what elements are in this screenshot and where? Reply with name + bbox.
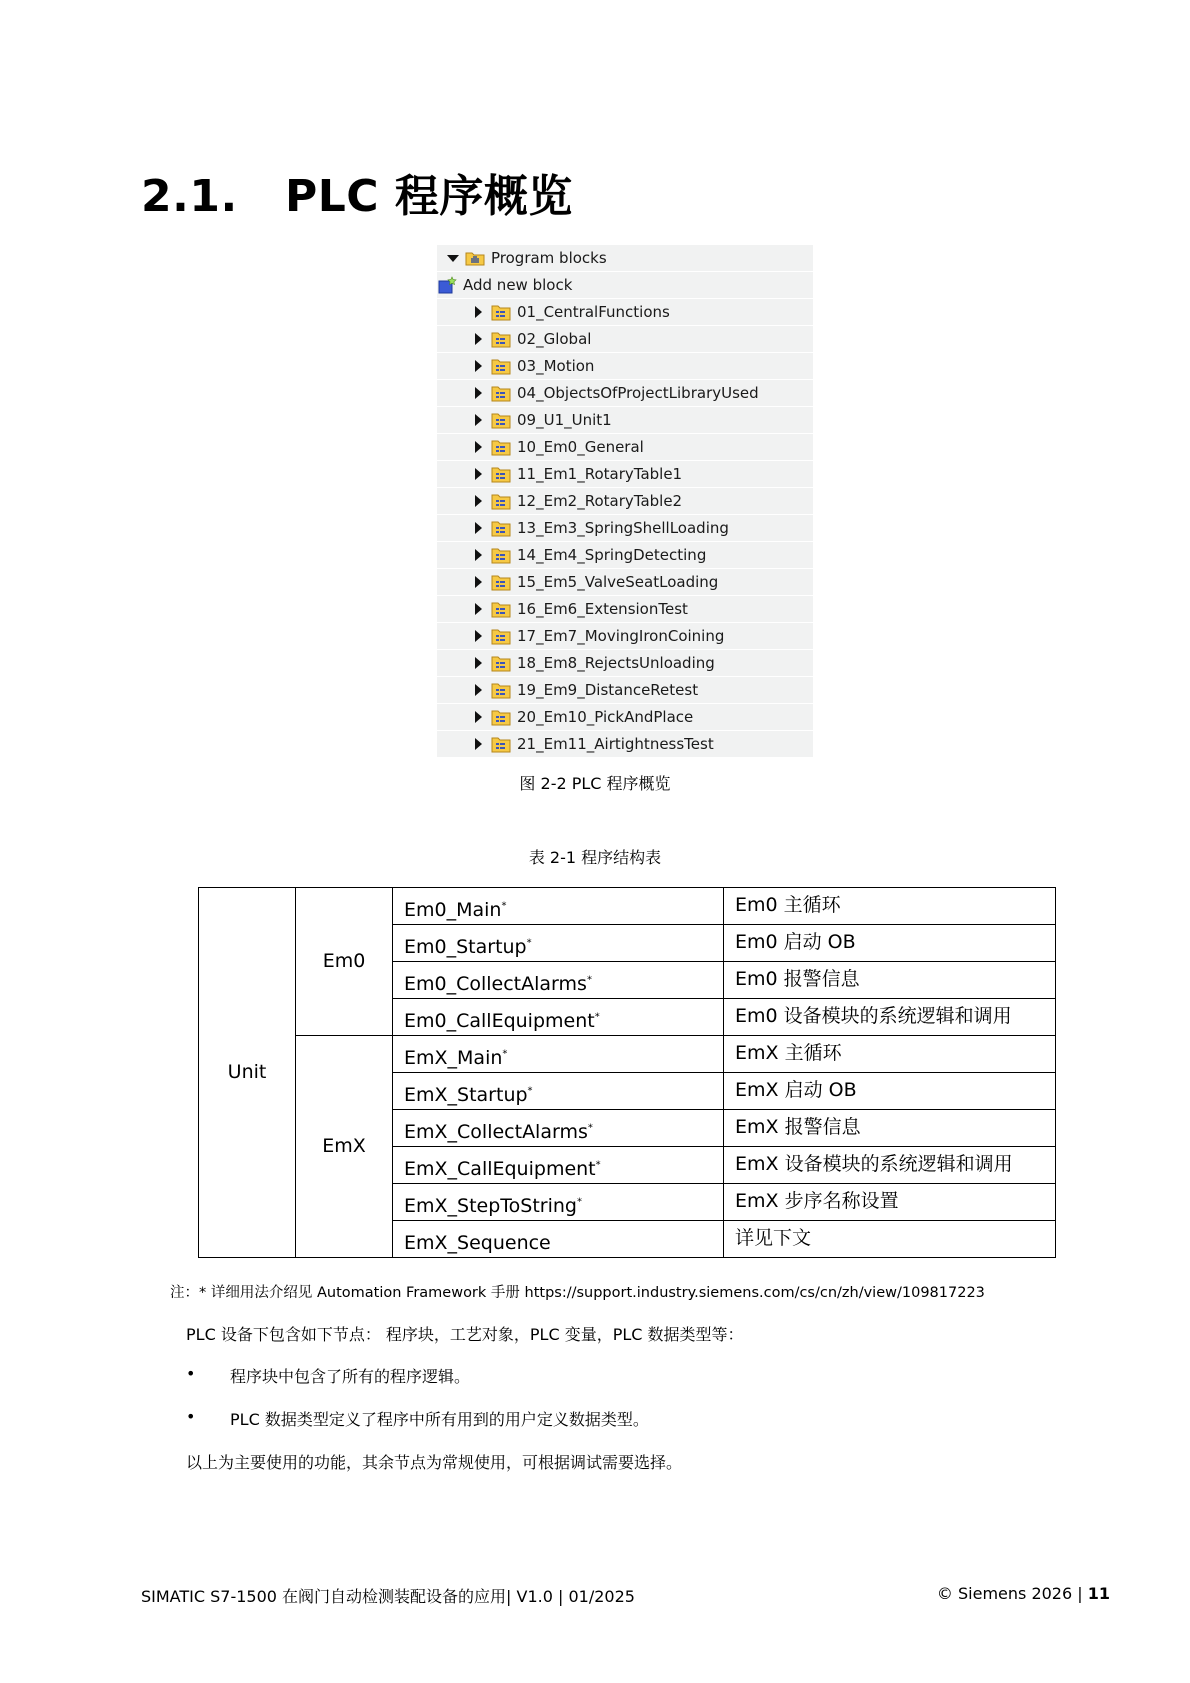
block-name-cell: [393, 888, 724, 925]
tree-item-add-new-block[interactable]: [437, 272, 813, 299]
tree-item-label: 01_CentralFunctions: [517, 303, 670, 321]
block-name: EmX_Startup: [404, 1084, 528, 1107]
tree-item-block-group[interactable]: [437, 515, 813, 542]
block-group-folder-icon: [491, 546, 511, 564]
add-new-block-icon: [437, 276, 457, 294]
unit-cell: Unit: [199, 888, 296, 1258]
tree-item-block-group[interactable]: [437, 542, 813, 569]
collapse-arrow-icon[interactable]: [447, 255, 459, 262]
intro-paragraph: PLC 设备下包含如下节点： 程序块，工艺对象，PLC 变量，PLC 数据类型等：: [186, 1325, 744, 1344]
block-group-folder-icon: [491, 681, 511, 699]
description-cell: Em0 报警信息: [724, 962, 1056, 999]
description-cell: EmX 设备模块的系统逻辑和调用: [724, 1147, 1056, 1184]
block-group-folder-icon: [491, 357, 511, 375]
description-cell: 详见下文: [724, 1221, 1056, 1258]
block-name-cell: [393, 1073, 724, 1110]
block-group-folder-icon: [491, 708, 511, 726]
expand-arrow-icon[interactable]: [475, 603, 482, 615]
section-title: PLC 程序概览: [285, 171, 573, 222]
tree-item-block-group[interactable]: [437, 299, 813, 326]
footnote-mark: *: [595, 1159, 601, 1171]
expand-arrow-icon[interactable]: [475, 360, 482, 372]
section-heading: [141, 160, 573, 224]
description-cell: EmX 主循环: [724, 1036, 1056, 1073]
block-group-folder-icon: [491, 573, 511, 591]
block-group-folder-icon: [491, 627, 511, 645]
footer-copyright-text: © Siemens 2026 |: [936, 1584, 1083, 1603]
program-blocks-folder-icon: [465, 249, 485, 267]
block-group-folder-icon: [491, 492, 511, 510]
expand-arrow-icon[interactable]: [475, 414, 482, 426]
block-group-folder-icon: [491, 654, 511, 672]
footnote-mark: *: [501, 900, 507, 912]
tree-item-label: 10_Em0_General: [517, 438, 644, 456]
block-group-folder-icon: [491, 465, 511, 483]
tree-item-block-group[interactable]: [437, 326, 813, 353]
block-name: EmX_StepToString: [404, 1195, 577, 1218]
block-name: Em0_Startup: [404, 936, 527, 959]
footnote-mark: *: [502, 1048, 508, 1060]
tree-item-block-group[interactable]: [437, 488, 813, 515]
tree-item-block-group[interactable]: [437, 623, 813, 650]
tree-item-label: 15_Em5_ValveSeatLoading: [517, 573, 719, 591]
description-cell: EmX 启动 OB: [724, 1073, 1056, 1110]
expand-arrow-icon[interactable]: [475, 684, 482, 696]
block-group-folder-icon: [491, 519, 511, 537]
tree-item-label: Add new block: [463, 276, 573, 294]
expand-arrow-icon[interactable]: [475, 549, 482, 561]
tree-root-label: Program blocks: [491, 249, 607, 267]
description-cell: EmX 报警信息: [724, 1110, 1056, 1147]
footer-document-title: SIMATIC S7-1500 在阀门自动检测装配设备的应用| V1.0 | 01/2025: [141, 1587, 635, 1606]
program-blocks-tree: [437, 245, 813, 758]
block-name: Em0_Main: [404, 899, 502, 922]
block-name-cell: [393, 1147, 724, 1184]
tree-item-block-group[interactable]: [437, 704, 813, 731]
block-group-folder-icon: [491, 330, 511, 348]
bullet-dot: •: [186, 1407, 196, 1426]
block-name-cell: [393, 999, 724, 1036]
tree-item-label: 14_Em4_SpringDetecting: [517, 546, 707, 564]
block-group-folder-icon: [491, 303, 511, 321]
block-name-cell: [393, 962, 724, 999]
expand-arrow-icon[interactable]: [475, 495, 482, 507]
expand-arrow-icon[interactable]: [475, 576, 482, 588]
summary-paragraph: 以上为主要使用的功能，其余节点为常规使用，可根据调试需要选择。: [186, 1453, 683, 1472]
expand-arrow-icon[interactable]: [475, 522, 482, 534]
tree-item-label: 18_Em8_RejectsUnloading: [517, 654, 715, 672]
tree-item-label: 02_Global: [517, 330, 592, 348]
tree-item-block-group[interactable]: [437, 380, 813, 407]
bullet-dot: •: [186, 1364, 196, 1383]
footnote-mark: *: [586, 974, 592, 986]
tree-item-label: 09_U1_Unit1: [517, 411, 612, 429]
program-structure-table: [198, 887, 1056, 1258]
tree-item-label: 12_Em2_RotaryTable2: [517, 492, 683, 510]
tree-item-block-group[interactable]: [437, 650, 813, 677]
block-name: Em0_CallEquipment: [404, 1010, 595, 1033]
expand-arrow-icon[interactable]: [475, 657, 482, 669]
block-name-cell: [393, 1221, 724, 1258]
tree-item-block-group[interactable]: [437, 407, 813, 434]
footnote-mark: *: [587, 1122, 593, 1134]
tree-item-block-group[interactable]: [437, 596, 813, 623]
block-name-cell: [393, 1036, 724, 1073]
tree-item-block-group[interactable]: [437, 434, 813, 461]
table-row: [199, 888, 1056, 925]
footnote-mark: *: [527, 1085, 533, 1097]
expand-arrow-icon[interactable]: [475, 468, 482, 480]
expand-arrow-icon[interactable]: [475, 630, 482, 642]
footnote-mark: *: [526, 937, 532, 949]
page-number: 11: [1087, 1584, 1110, 1603]
block-name: EmX_Sequence: [404, 1232, 551, 1255]
footnote-mark: *: [594, 1011, 600, 1023]
tree-item-block-group[interactable]: [437, 731, 813, 758]
tree-item-label: 04_ObjectsOfProjectLibraryUsed: [517, 384, 759, 402]
tree-item-block-group[interactable]: [437, 461, 813, 488]
block-group-folder-icon: [491, 600, 511, 618]
tree-item-label: 17_Em7_MovingIronCoining: [517, 627, 725, 645]
block-name: EmX_CallEquipment: [404, 1158, 596, 1181]
block-group-folder-icon: [491, 411, 511, 429]
block-name-cell: [393, 925, 724, 962]
footer-copyright: [937, 1584, 1110, 1603]
description-cell: Em0 设备模块的系统逻辑和调用: [724, 999, 1056, 1036]
bullet-item: [186, 1364, 470, 1387]
description-cell: Em0 启动 OB: [724, 925, 1056, 962]
tree-item-block-group[interactable]: [437, 353, 813, 380]
description-cell: EmX 步序名称设置: [724, 1184, 1056, 1221]
expand-arrow-icon[interactable]: [475, 711, 482, 723]
block-name: EmX_CollectAlarms: [404, 1121, 588, 1144]
bullet-item: [186, 1407, 649, 1430]
tree-item-label: 13_Em3_SpringShellLoading: [517, 519, 729, 537]
tree-root-program-blocks[interactable]: [437, 245, 813, 272]
tree-item-block-group[interactable]: [437, 569, 813, 596]
tree-item-label: 19_Em9_DistanceRetest: [517, 681, 699, 699]
expand-arrow-icon[interactable]: [475, 738, 482, 750]
expand-arrow-icon[interactable]: [475, 306, 482, 318]
tree-item-block-group[interactable]: [437, 677, 813, 704]
table-caption: 表 2-1 程序结构表: [528, 848, 662, 867]
block-name: EmX_Main: [404, 1047, 503, 1070]
expand-arrow-icon[interactable]: [475, 441, 482, 453]
block-group-folder-icon: [491, 438, 511, 456]
block-name-cell: [393, 1184, 724, 1221]
tree-item-label: 16_Em6_ExtensionTest: [517, 600, 688, 618]
description-cell: Em0 主循环: [724, 888, 1056, 925]
block-name-cell: [393, 1110, 724, 1147]
block-group-folder-icon: [491, 735, 511, 753]
table-note: 注：* 详细用法介绍见 Automation Framework 手册 https://support.industry.siemens.com/cs/cn/zh/view/109817223: [170, 1285, 985, 1301]
block-group-folder-icon: [491, 384, 511, 402]
tree-item-label: 21_Em11_AirtightnessTest: [517, 735, 714, 753]
section-number: 2.1.: [141, 171, 238, 222]
block-name: Em0_CollectAlarms: [404, 973, 587, 996]
bullet-text: 程序块中包含了所有的程序逻辑。: [230, 1367, 471, 1386]
tree-item-label: 03_Motion: [517, 357, 595, 375]
table-row: [199, 1036, 1056, 1073]
group-cell: EmX: [296, 1036, 393, 1258]
group-cell: Em0: [296, 888, 393, 1036]
expand-arrow-icon[interactable]: [475, 333, 482, 345]
tree-item-label: 20_Em10_PickAndPlace: [517, 708, 694, 726]
expand-arrow-icon[interactable]: [475, 387, 482, 399]
figure-caption: 图 2-2 PLC 程序概览: [519, 774, 671, 793]
footnote-mark: *: [577, 1196, 582, 1208]
bullet-text: PLC 数据类型定义了程序中所有用到的用户定义数据类型。: [230, 1410, 649, 1429]
tree-item-label: 11_Em1_RotaryTable1: [517, 465, 683, 483]
